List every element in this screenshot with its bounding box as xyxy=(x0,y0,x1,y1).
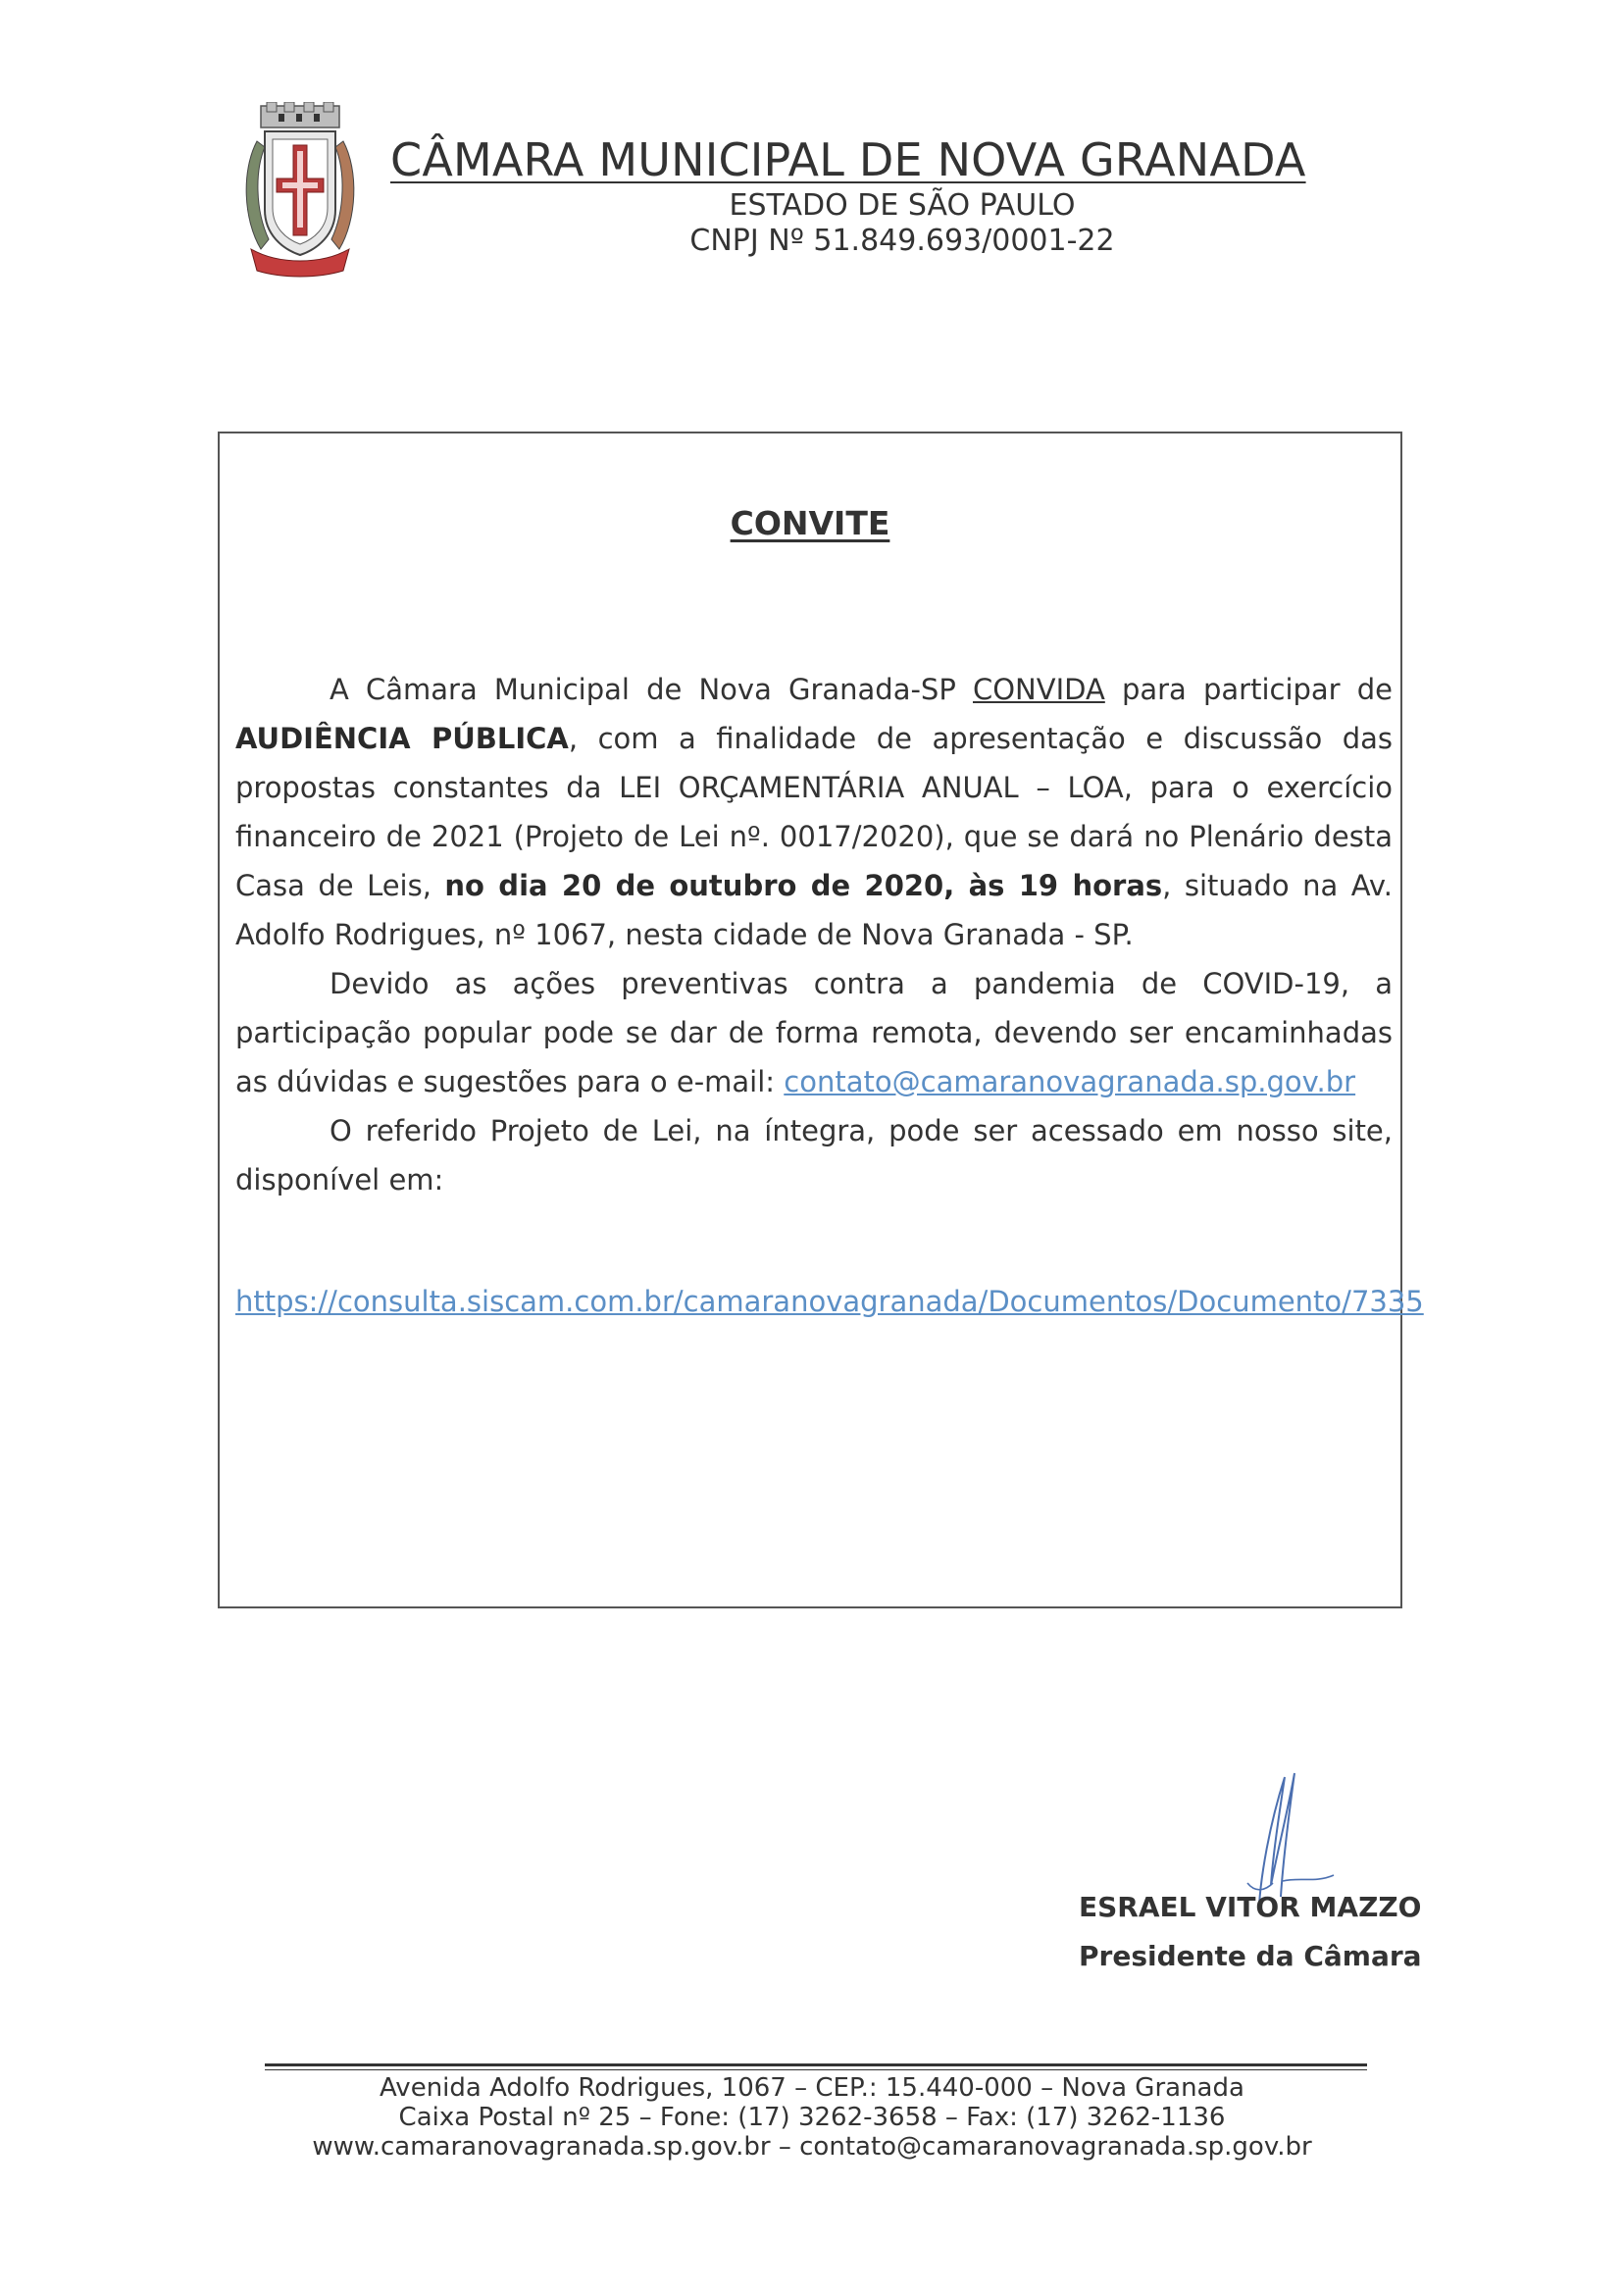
footer-divider xyxy=(265,2063,1367,2066)
invitation-box xyxy=(218,432,1424,1972)
org-state: ESTADO DE SÃO PAULO xyxy=(729,188,1076,223)
footer-divider-thin xyxy=(265,2069,1367,2070)
municipal-coat-of-arms-icon xyxy=(239,102,361,279)
event-date-text: no dia 20 de outubro de 2020, às 19 horas xyxy=(444,869,1163,902)
org-name: CÂMARA MUNICIPAL DE NOVA GRANADA xyxy=(390,133,1306,186)
invitation-title: CONVITE xyxy=(730,504,890,542)
project-url-link[interactable]: https://consulta.siscam.com.br/camaranovagranada/Documentos/Documento/7335 xyxy=(235,1285,1424,1318)
footer-phone: Caixa Postal nº 25 – Fone: (17) 3262-3658 – Fax: (17) 3262-1136 xyxy=(398,2103,1226,2132)
contact-email-link[interactable]: contato@camaranovagranada.sp.gov.br xyxy=(784,1065,1356,1098)
invitation-paragraph-2: Devido as ações preventivas contra a pandemia de COVID-19, a participação popular pode se dar de forma remota, devendo ser encaminhadas as dúvidas e sugestões para o e-mail: contato@camaranovagranada.sp.gov.br xyxy=(235,967,1393,1098)
footer-web: www.camaranovagranada.sp.gov.br – contato@camaranovagranada.sp.gov.br xyxy=(312,2132,1312,2162)
footer xyxy=(224,2073,1400,2162)
signer-title: Presidente da Câmara xyxy=(1079,1940,1422,1972)
signer-name: ESRAEL VITOR MAZZO xyxy=(1079,1891,1422,1923)
org-cnpj: CNPJ Nº 51.849.693/0001-22 xyxy=(689,224,1115,258)
audiencia-publica-text: AUDIÊNCIA PÚBLICA xyxy=(235,722,569,755)
invitation-paragraph-1: A Câmara Municipal de Nova Granada-SP CONVIDA para participar de AUDIÊNCIA PÚBLICA, com a finalidade de apresentação e discussão das propostas constantes da LEI ORÇAMENTÁRIA ANUAL – LOA, para o exercício financeiro de 2021 (Projeto de Lei nº. 0017/2020), que se dará no Plenário desta Casa de Leis, no dia 20 de outubro de 2020, às 19 horas, situado na Av. Adolfo Rodrigues, nº 1067, nesta cidade de Nova Granada - SP. xyxy=(235,673,1394,951)
invitation-paragraph-3: O referido Projeto de Lei, na íntegra, pode ser acessado em nosso site, disponível em: xyxy=(235,1114,1393,1196)
convida-text: CONVIDA xyxy=(972,673,1105,706)
project-url-line xyxy=(235,1277,1424,1326)
footer-address: Avenida Adolfo Rodrigues, 1067 – CEP.: 15.440-000 – Nova Granada xyxy=(380,2073,1244,2103)
signer-block xyxy=(1079,1883,1422,1981)
